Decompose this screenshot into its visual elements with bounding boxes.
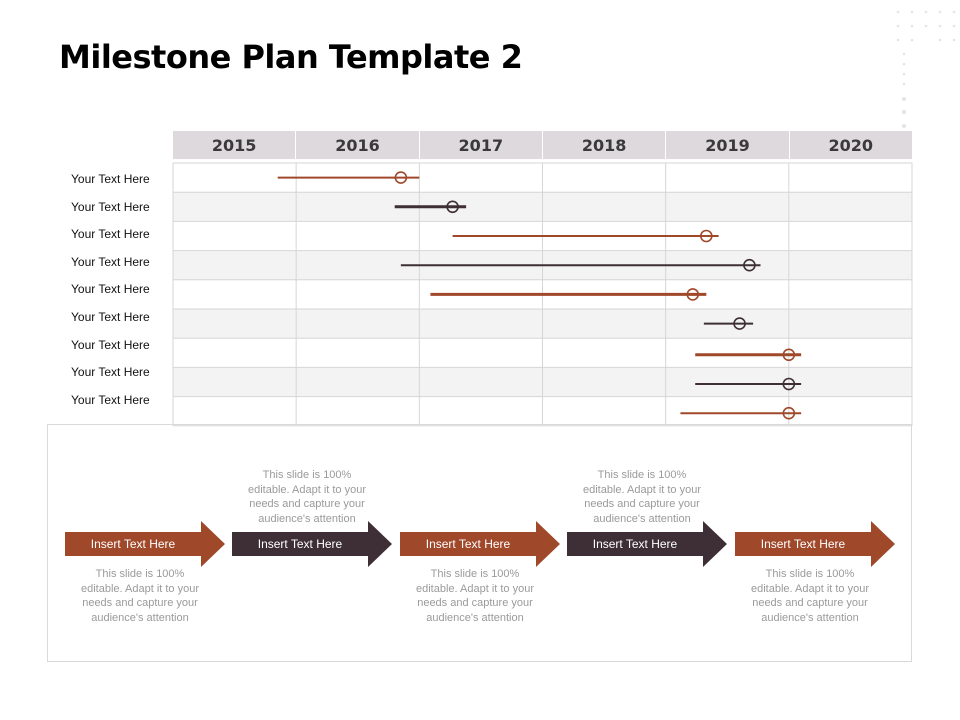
caption-line: audience's attention — [258, 512, 356, 525]
page-title: Milestone Plan Template 2 — [59, 38, 523, 76]
year-header-cell: 2015 — [211, 135, 257, 155]
caption-line: This slide is 100% — [262, 469, 352, 481]
process-step-label: Insert Text Here — [760, 537, 846, 551]
caption-line: This slide is 100% — [430, 568, 520, 580]
row-label: Your Text Here — [71, 227, 150, 242]
caption-line: audience's attention — [91, 611, 189, 624]
caption-line: needs and capture your — [584, 498, 700, 510]
row-label: Your Text Here — [71, 282, 150, 297]
row-label: Your Text Here — [71, 172, 150, 186]
caption-line: editable. Adapt it to your — [247, 483, 367, 496]
caption-line: This slide is 100% — [597, 469, 687, 481]
caption-line: editable. Adapt it to your — [415, 582, 535, 595]
caption-line: audience's attention — [593, 512, 691, 525]
row-label: Your Text Here — [71, 337, 150, 352]
year-header-cell: 2020 — [789, 131, 912, 159]
year-header-cell: 2019 — [665, 131, 788, 159]
caption-line: needs and capture your — [417, 597, 533, 609]
caption-line: needs and capture your — [249, 498, 365, 510]
process-step-caption — [70, 567, 210, 625]
caption-line: editable. Adapt it to your — [750, 582, 870, 595]
year-header-cell: 2018 — [542, 131, 665, 159]
row-label: Your Text Here — [71, 392, 150, 407]
caption-line: editable. Adapt it to your — [80, 582, 200, 595]
row-label: Your Text Here — [71, 365, 150, 380]
caption-line: This slide is 100% — [765, 568, 855, 580]
process-step-caption — [572, 468, 712, 526]
caption-line: needs and capture your — [82, 597, 198, 609]
caption-line: audience's attention — [426, 611, 524, 624]
caption-line: This slide is 100% — [95, 568, 185, 580]
process-step-label: Insert Text Here — [257, 537, 343, 551]
caption-line: needs and capture your — [752, 597, 868, 609]
year-header-cell: 2016 — [295, 131, 418, 159]
process-step-caption — [740, 567, 880, 625]
row-label: Your Text Here — [71, 254, 150, 269]
process-step-caption — [405, 567, 545, 625]
process-step-caption — [237, 468, 377, 526]
year-header-cell: 2017 — [419, 131, 542, 159]
row-label: Your Text Here — [71, 310, 150, 324]
row-label: Your Text Here — [71, 199, 150, 214]
caption-line: audience's attention — [761, 611, 859, 624]
caption-line: editable. Adapt it to your — [582, 483, 702, 496]
process-step-label: Insert Text Here — [90, 537, 176, 551]
process-step-label: Insert Text Here — [592, 537, 678, 551]
process-step-label: Insert Text Here — [425, 537, 511, 551]
